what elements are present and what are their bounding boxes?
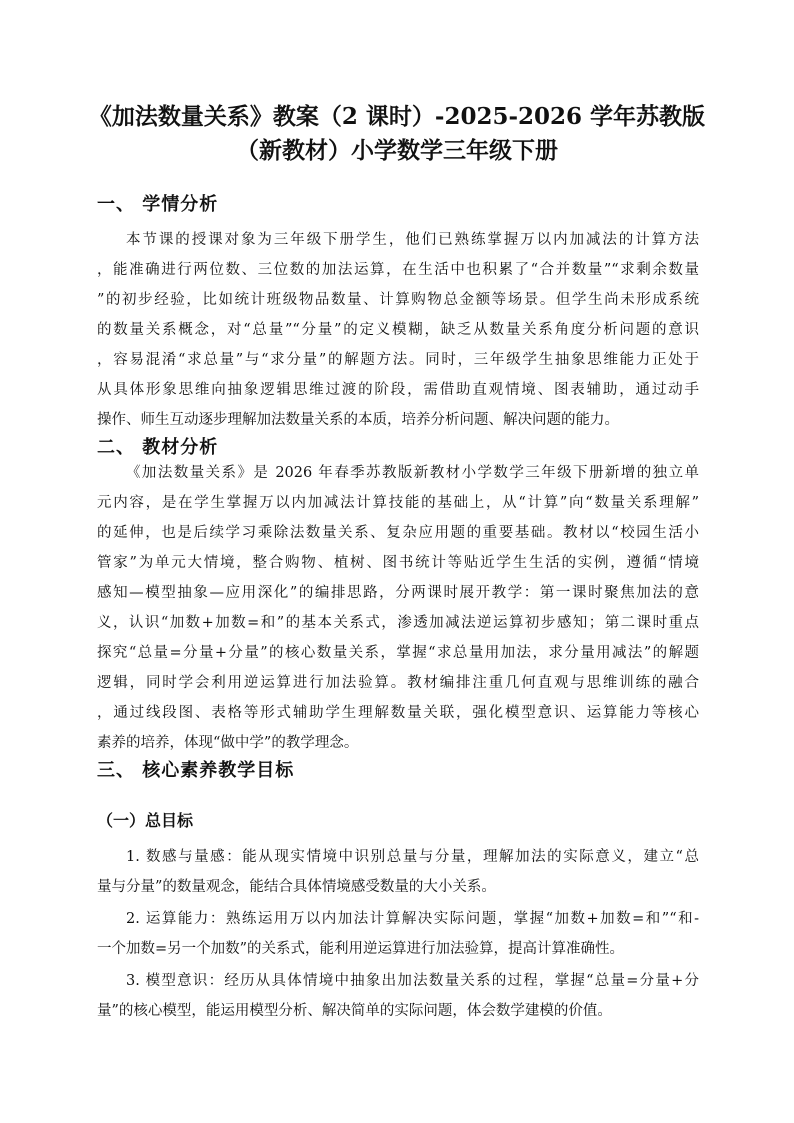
text-line: 量与分量”的数量观念，能结合具体情境感受数量的大小关系。 [97, 879, 496, 895]
document-title [60, 100, 734, 168]
text-line: 《加法数量关系》是 2026 年春季苏教版新教材小学数学三年级下册新增的独立单 [126, 465, 699, 481]
section-heading-textbook-analysis: 二、 教材分析 [97, 437, 219, 458]
text-line: 素养的培养，体现“做中学”的教学理念。 [97, 735, 359, 751]
text-line: ，容易混淆“求总量”与“求分量”的解题方法。同时，三年级学生抽象思维能力正处于 [97, 352, 699, 368]
text-line: 义，认识“加数+加数=和”的基本关系式，渗透加减法逆运算初步感知；第二课时重点 [97, 615, 699, 631]
text-line: 量”的核心模型，能运用模型分析、解决简单的实际问题，体会数学建模的价值。 [97, 1003, 612, 1019]
text-line: 从具体形象思维向抽象逻辑思维过渡的阶段，需借助直观情境、图表辅助，通过动手 [97, 382, 699, 398]
text-line: ，通过线段图、表格等形式辅助学生理解数量关联，强化模型意识、运算能力等核心 [97, 705, 699, 721]
text-line: 的延伸，也是后续学习乘除法数量关系、复杂应用题的重要基础。教材以“校园生活小 [97, 525, 699, 541]
text-line: 元内容，是在学生掌握万以内加减法计算技能的基础上，从“计算”向“数量关系理解” [97, 495, 699, 511]
text-line: 2. 运算能力：熟练运用万以内加法计算解决实际问题，掌握“加数+加数=和”“和- [126, 911, 699, 927]
text-line: 探究“总量=分量+分量”的核心数量关系，掌握“求总量用加法，求分量用减法”的解题 [97, 645, 699, 661]
goal-item-operation-ability [97, 904, 699, 964]
text-line: ”的初步经验，比如统计班级物品数量、计算购物总金额等场景。但学生尚未形成系统 [97, 292, 699, 308]
subsection-heading-overall-goal: （一）总目标 [97, 811, 194, 830]
section-heading-core-goals: 三、 核心素养教学目标 [97, 760, 295, 781]
title-line: （新教材）小学数学三年级下册 [236, 137, 558, 164]
section-heading-learning-analysis: 一、 学情分析 [97, 194, 219, 215]
text-line: 1. 数感与量感：能从现实情境中识别总量与分量，理解加法的实际意义，建立“总 [126, 849, 699, 865]
text-line: ，能准确进行两位数、三位数的加法运算，在生活中也积累了“合并数量”“求剩余数量 [97, 262, 699, 278]
text-line: 操作、师生互动逐步理解加法数量关系的本质，培养分析问题、解决问题的能力。 [97, 412, 619, 428]
text-line: 3. 模型意识：经历从具体情境中抽象出加法数量关系的过程，掌握“总量=分量+分 [126, 973, 699, 989]
text-line: 的数量关系概念，对“总量”“分量”的定义模糊，缺乏从数量关系角度分析问题的意识 [97, 322, 699, 338]
paragraph-textbook-analysis [97, 458, 699, 758]
goal-item-number-sense [97, 842, 699, 902]
text-line: 管家”为单元大情境，整合购物、植树、图书统计等贴近学生生活的实例，遵循“情境 [97, 555, 699, 571]
text-line: 逻辑，同时学会利用逆运算进行加法验算。教材编排注重几何直观与思维训练的融合 [97, 675, 699, 691]
title-line: 《加法数量关系》教案（2 课时）-2025-2026 学年苏教版 [88, 103, 706, 130]
text-line: 一个加数=另一个加数”的关系式，能利用逆运算进行加法验算，提高计算准确性。 [97, 941, 625, 957]
goal-item-model-awareness [97, 966, 699, 1026]
text-line: 感知—模型抽象—应用深化”的编排思路，分两课时展开教学：第一课时聚焦加法的意 [97, 585, 699, 601]
paragraph-learning-analysis [97, 225, 699, 435]
text-line: 本节课的授课对象为三年级下册学生，他们已熟练掌握万以内加减法的计算方法 [126, 232, 699, 248]
